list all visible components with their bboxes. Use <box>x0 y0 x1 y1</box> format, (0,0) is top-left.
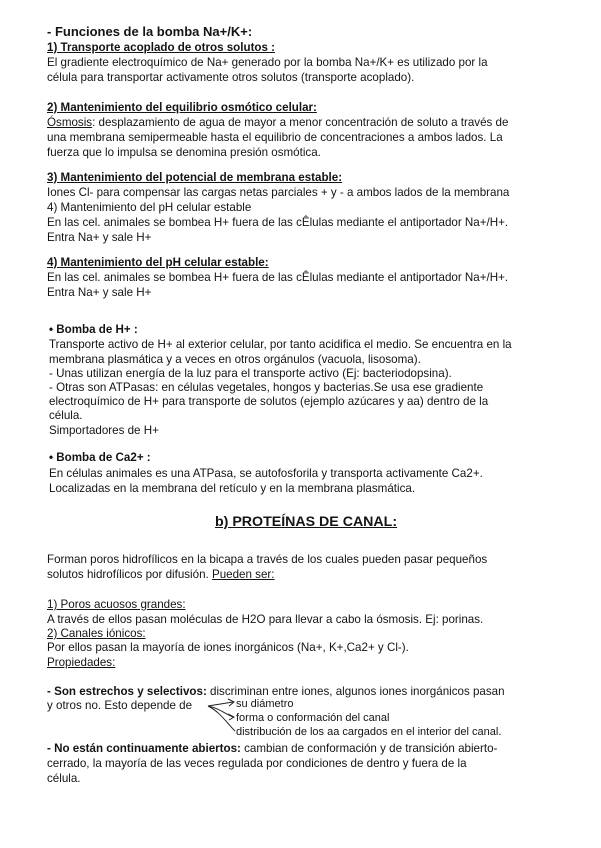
s4-line: Entra Na+ y sale H+ <box>47 286 152 299</box>
poros-heading: 1) Poros acuosos grandes: <box>47 598 186 611</box>
s3-line: Iones Cl- para compensar las cargas netas parciales + y - a ambos lados de la membrana <box>47 186 510 199</box>
depends-item: distribución de los aa cargados en el interior del canal. <box>236 726 502 738</box>
section-b-intro: Forman poros hidrofílicos en la bicapa a través de los cuales pueden pasar pequeños <box>47 553 488 566</box>
pueden-ser: Pueden ser: <box>211 568 275 581</box>
s3-heading: 3) Mantenimiento del potencial de membrana estable: <box>47 171 343 184</box>
abiertos-rest: cambian de conformación y de transición abierto- <box>240 742 498 755</box>
abiertos-line-3: célula. <box>47 772 81 785</box>
canales-heading: 2) Canales iónicos: <box>47 627 146 640</box>
section-b-heading: b) PROTEÍNAS DE CANAL: <box>215 514 398 530</box>
depends-item: su diámetro <box>236 698 294 710</box>
bomba-ca-line: Localizadas en la membrana del retículo y en la membrana plasmática. <box>49 482 416 495</box>
page-title: - Funciones de la bomba Na+/K+: <box>47 24 253 39</box>
s3-line: Entra Na+ y sale H+ <box>47 231 152 244</box>
s4-heading: 4) Mantenimiento del pH celular estable: <box>47 256 269 269</box>
osmosis-term: Ósmosis <box>47 116 93 129</box>
abiertos-line <box>47 741 497 757</box>
s1-line: célula para transportar activamente otros solutos (transporte acoplado). <box>47 71 415 84</box>
s2-line: una membrana semipermeable hasta el equilibrio de concentraciones a ambos lados. La <box>47 131 503 144</box>
bomba-h-heading: • Bomba de H+ : <box>49 323 138 336</box>
canales-line: Por ellos pasan la mayoría de iones inorgánicos (Na+, K+,Ca2+ y Cl-). <box>47 641 409 654</box>
abiertos-bold: - No están continuamente abiertos: <box>47 742 241 755</box>
s3-line: 4) Mantenimiento del pH celular estable <box>47 201 252 214</box>
arrow-head-2 <box>228 714 234 720</box>
abiertos-line-2: cerrado, la mayoría de las veces regulada por condiciones de dentro y fuera de la <box>47 757 467 770</box>
bomba-h-line: célula. <box>49 409 83 422</box>
s2-line: fuerza que lo impulsa se denomina presión osmótica. <box>47 146 321 159</box>
s3-line: En las cel. animales se bombea H+ fuera de las cÊlulas mediante el antiportador Na+/H+. <box>47 216 509 229</box>
s1-heading: 1) Transporte acoplado de otros solutos : <box>47 41 276 54</box>
depends-item: forma o conformación del canal <box>236 712 390 724</box>
estrechos-line-2: y otros no. Esto depende de <box>47 699 193 712</box>
estrechos-rest: discriminan entre iones, algunos iones inorgánicos pasan <box>206 685 505 698</box>
s4-line: En las cel. animales se bombea H+ fuera de las cÊlulas mediante el antiportador Na+/H+. <box>47 271 509 284</box>
bomba-h-line: electroquímico de H+ para transporte de solutos (ejemplo azúcares y aa) dentro de la <box>49 395 489 408</box>
s1-line: El gradiente electroquímico de Na+ generado por la bomba Na+/K+ es utilizado por la <box>47 56 488 69</box>
bomba-h-line: - Unas utilizan energía de la luz para el transporte activo (Ej: bacteriodopsina). <box>49 367 452 380</box>
s2-heading: 2) Mantenimiento del equilibrio osmótico celular: <box>47 101 317 114</box>
osmosis-definition: : desplazamiento de agua de mayor a menor concentración de soluto a través de <box>92 116 509 129</box>
bomba-h-line: Simportadores de H+ <box>49 424 159 437</box>
bomba-h-line: membrana plasmática y a veces en otros orgánulos (vacuola, lisosoma). <box>49 353 421 366</box>
propiedades-label: Propiedades: <box>47 656 116 669</box>
intro-text: solutos hidrofílicos por difusión. <box>47 568 212 581</box>
bomba-h-line: Transporte activo de H+ al exterior celular, por tanto acidifica el medio. Se encuentra en la <box>49 338 512 351</box>
bomba-ca-line: En células animales es una ATPasa, se autofosforila y transporta activamente Ca2+. <box>49 467 483 480</box>
estrechos-bold: - Son estrechos y selectivos: <box>47 685 207 698</box>
bomba-ca-heading: • Bomba de Ca2+ : <box>49 451 151 464</box>
bomba-h-line: - Otras son ATPasas: en células vegetales, hongos y bacterias.Se usa ese gradiente <box>49 381 484 394</box>
poros-line: A través de ellos pasan moléculas de H2O para llevar a cabo la ósmosis. Ej: porinas. <box>47 613 484 626</box>
